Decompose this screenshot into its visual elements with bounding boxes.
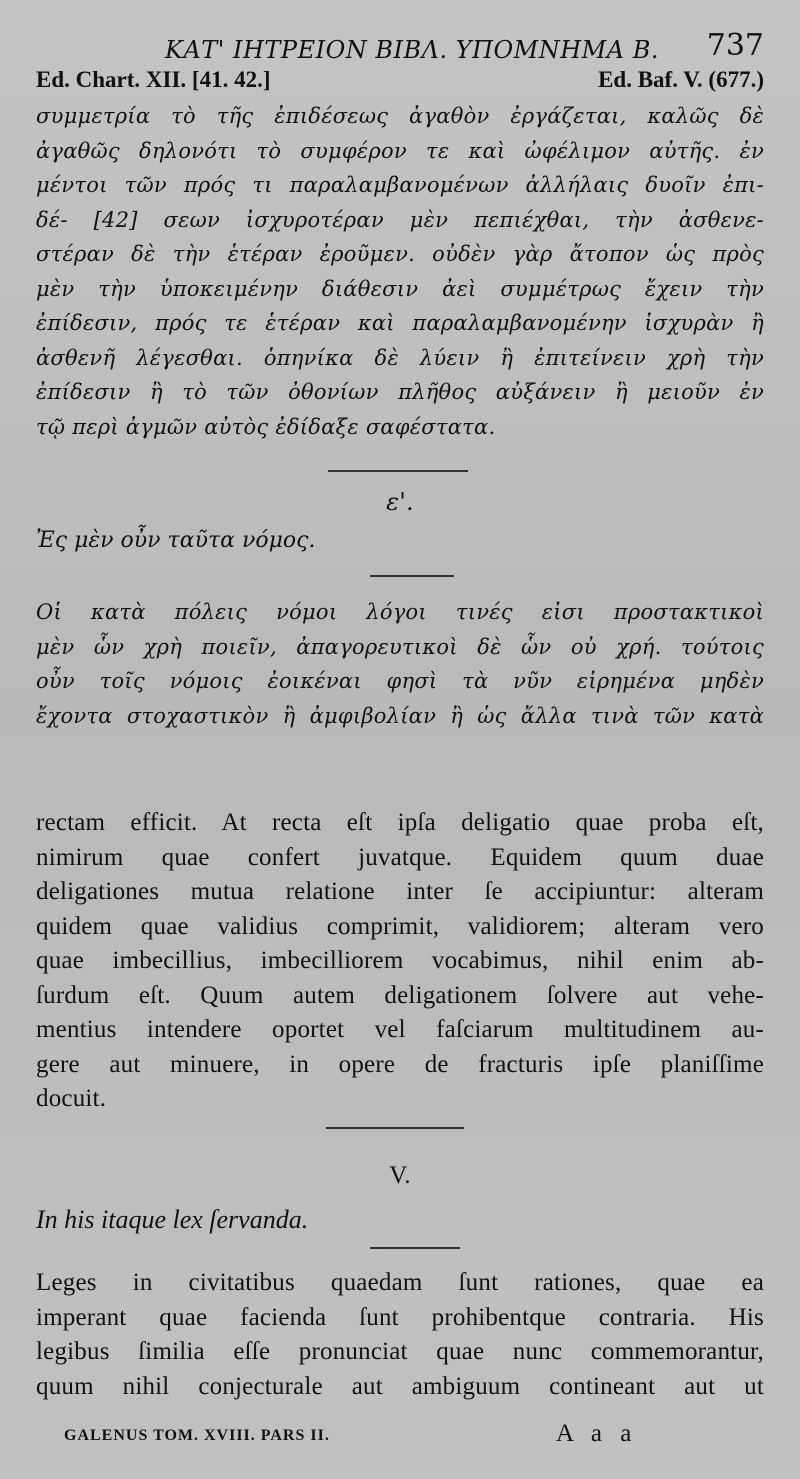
greek-text-upper: [36, 99, 764, 444]
section-divider: [326, 1127, 464, 1129]
page-number: 737: [706, 28, 764, 63]
latin-text-line: quum nihil conjecturale aut ambiguum contineant aut ut: [36, 1372, 764, 1400]
latin-section-number: V.: [389, 1162, 411, 1189]
greek-text-line: μὲν ὧν χρὴ ποιεῖν, ἀπαγορευτικοὶ δὲ ὧν οὐ χρή. τούτοις: [36, 634, 764, 659]
latin-text-upper: [36, 806, 764, 1117]
latin-text-line: mentius intendere oportet vel faſciarum multitudinem au-: [36, 1016, 764, 1043]
latin-text-line: Leges in civitatibus quaedam ſunt rationes, quae ea: [36, 1269, 764, 1296]
latin-text-line: gere aut minuere, in opere de fracturis ipſe planiſſime: [36, 1050, 764, 1078]
greek-text-line: ἀσθενῆ λέγεσθαι. ὁπηνίκα δὲ λύειν ἢ ἐπιτείνειν χρὴ τὴν: [36, 345, 764, 370]
latin-text-line: quae imbecillius, imbecilliorem vocabimus, nihil enim ab-: [36, 947, 764, 974]
latin-text-line: imperant quae facienda ſunt prohibentque contraria. His: [36, 1303, 764, 1331]
basel-edition-reference: Ed. Baf. V. (677.): [598, 67, 764, 92]
greek-text-line: ἀγαθῶς δηλονότι τὸ συμφέρον τε καὶ ὠφέλιμον αὐτῆς. ἐν: [36, 138, 764, 163]
edition-reference-line: [36, 67, 764, 97]
latin-section-heading: In his itaque lex ſervanda.: [36, 1205, 309, 1234]
greek-text-line: στέραν δὲ τὴν ἑτέραν ἐροῦμεν. οὐδὲν γὰρ ἄτοπον ὡς πρὸς: [36, 242, 764, 266]
section-divider: [370, 575, 454, 577]
running-title: ΚΑΤ' ΙΗΤΡΕΙΟΝ ΒΙΒΛ. ΥΠΟΜΝΗΜΑ Β.: [165, 36, 659, 64]
latin-text-line: docuit.: [36, 1085, 107, 1112]
greek-text-line: ἔχοντα στοχαστικὸν ἢ ἀμφιβολίαν ἢ ὡς ἄλλα τινὰ τῶν κατὰ: [36, 703, 764, 728]
greek-text-line: μέντοι τῶν πρός τι παραλαμβανομένων ἀλλήλαις δυοῖν ἐπι-: [36, 173, 764, 197]
greek-text-lower: [36, 595, 764, 733]
greek-text-line: δέ- [42] σεων ἰσχυροτέραν μὲν πεπιέχθαι, τὴν ἀσθενε-: [36, 207, 764, 232]
section-divider: [328, 470, 468, 472]
latin-text-lower: [36, 1266, 764, 1404]
latin-text-line: deligationes mutua relatione inter ſe accipiuntur: alteram: [36, 878, 764, 905]
latin-text-line: legibus ſimilia eſſe pronunciat quae nunc commemorantur,: [36, 1338, 764, 1365]
latin-text-line: rectam efficit. At recta eſt ipſa deligatio quae proba eſt,: [36, 809, 764, 836]
greek-text-line: τῷ περὶ ἀγμῶν αὐτὸς ἐδίδαξε σαφέστατα.: [36, 414, 496, 439]
greek-text-line: οὖν τοῖς νόμοις ἐοικέναι φησὶ τὰ νῦν εἰρημένα μηδὲν: [36, 669, 764, 693]
printer-signature-mark: A a a: [556, 1420, 638, 1447]
greek-section-number: ε'.: [386, 488, 414, 516]
running-head: [36, 28, 764, 68]
greek-text-line: ἐπίδεσιν ἢ τὸ τῶν ὀθονίων πλῆθος αὐξάνειν ἢ μειοῦν ἐν: [36, 380, 764, 404]
greek-text-line: Οἱ κατὰ πόλεις νόμοι λόγοι τινές εἰσι προστακτικοὶ: [36, 600, 764, 624]
greek-text-line: μὲν τὴν ὑποκειμένην διάθεσιν ἀεὶ συμμέτρως ἔχειν τὴν: [36, 276, 764, 301]
latin-text-line: ſurdum eſt. Quum autem deligationem ſolvere aut vehe-: [36, 981, 764, 1009]
section-divider: [370, 1247, 460, 1249]
printer-signature-line: GALENUS TOM. XVIII. PARS II.: [64, 1427, 330, 1444]
chartier-edition-reference: Ed. Chart. XII. [41. 42.]: [36, 67, 271, 92]
greek-section-heading: Ἐς μὲν οὖν ταῦτα νόμος.: [36, 528, 316, 553]
page-footer: [64, 1420, 764, 1454]
latin-text-line: nimirum quae confert juvatque. Equidem quum duae: [36, 843, 764, 871]
greek-text-line: ἐπίδεσιν, πρός τε ἑτέραν καὶ παραλαμβανομένην ἰσχυρὰν ἢ: [36, 311, 764, 335]
greek-text-line: συμμετρία τὸ τῆς ἐπιδέσεως ἀγαθὸν ἐργάζεται, καλῶς δὲ: [36, 104, 764, 128]
latin-text-line: quidem quae validius comprimit, validiorem; alteram vero: [36, 912, 764, 940]
